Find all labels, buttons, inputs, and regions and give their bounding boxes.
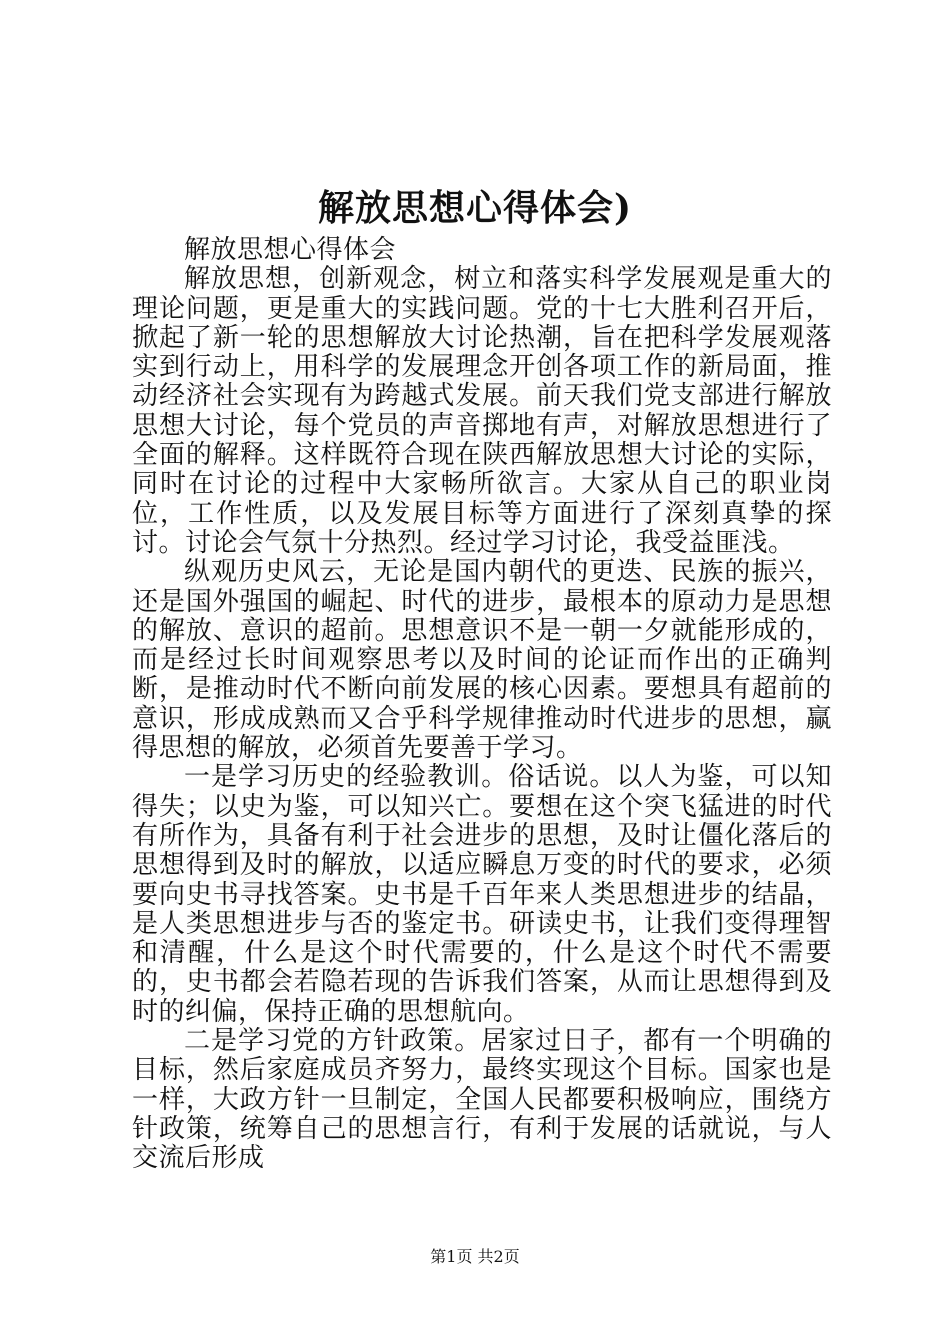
paragraph-subtitle: 解放思想心得体会 (184, 235, 397, 265)
page-footer: 第1页 共2页 (430, 1247, 520, 1266)
paragraph-3: 一是学习历史的经验教训。俗话说。以人为鉴，可以知得失；以史为鉴，可以知兴亡。要想在这个突飞猛进的时代有所作为，具备有利于社会进步的思想，及时让僵化落后的思想得到及时的解放，以适应瞬息万变的时代的要求，必须要向史书寻找答案。史书是千百年来人类思想进步的结晶，是人类思想进步与否的鉴定书。研读史书，让我们变得理智和清醒，什么是这个时代需要的，什么是这个时代不需要的，史书都会若隐若现的告诉我们答案，从而让思想得到及时的纠偏，保持正确的思想航向。 (132, 762, 832, 1027)
paragraph-4: 二是学习党的方针政策。居家过日子，都有一个明确的目标，然后家庭成员齐努力，最终实现这个目标。国家也是一样，大政方针一旦制定，全国人民都要积极响应，围绕方针政策，统筹自己的思想言行，有利于发展的话就说，与人交流后形成 (132, 1026, 832, 1174)
document-title: 解放思想心得体会) (317, 187, 633, 229)
paragraph-1: 解放思想，创新观念，树立和落实科学发展观是重大的理论问题，更是重大的实践问题。党的十七大胜利召开后，掀起了新一轮的思想解放大讨论热潮，旨在把科学发展观落实到行动上，用科学的发展理念开创各项工作的新局面，推动经济社会实现有为跨越式发展。前天我们党支部进行解放思想大讨论，每个党员的声音掷地有声，对解放思想进行了全面的解释。这样既符合现在陕西解放思想大讨论的实际，同时在讨论的过程中大家畅所欲言。大家从自己的职业岗位，工作性质，以及发展目标等方面进行了深刻真挚的探讨。讨论会气氛十分热烈。经过学习讨论，我受益匪浅。 (132, 264, 832, 558)
document-body (132, 236, 832, 1174)
paragraph-2: 纵观历史风云，无论是国内朝代的更迭、民族的振兴，还是国外强国的崛起、时代的进步，最根本的原动力是思想的解放、意识的超前。思想意识不是一朝一夕就能形成的，而是经过长时间观察思考以及时间的论证而作出的正确判断，是推动时代不断向前发展的核心因素。要想具有超前的意识，形成成熟而又合乎科学规律推动时代进步的思想，赢得思想的解放，必须首先要善于学习。 (132, 557, 832, 764)
